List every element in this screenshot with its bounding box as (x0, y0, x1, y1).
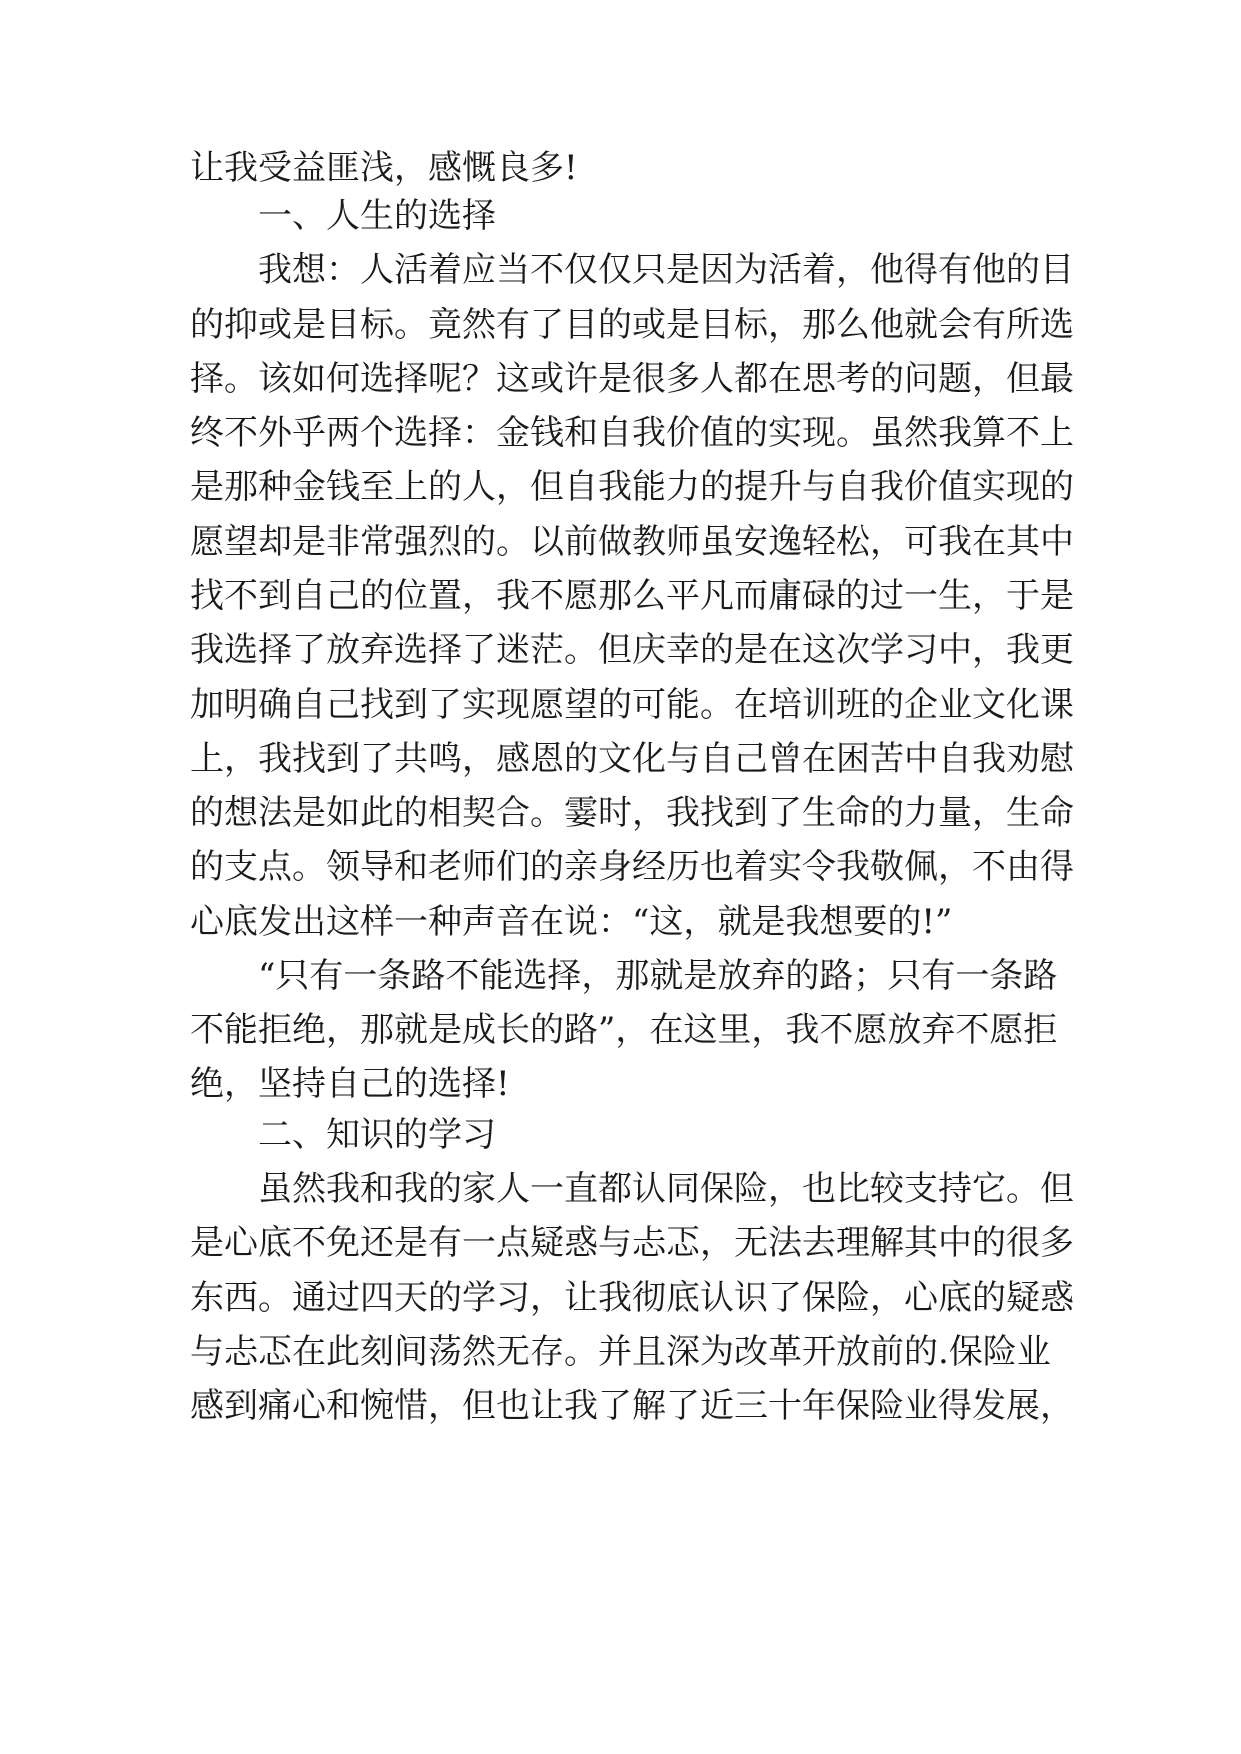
paragraph-line: 虽然我和我的家人一直都认同保险，也比较支持它。但 (258, 1169, 1074, 1209)
paragraph-line: 的支点。领导和老师们的亲身经历也着实令我敬佩，不由得 (190, 847, 1074, 887)
paragraph-line: 绝，坚持自己的选择! (190, 1064, 510, 1104)
paragraph-line: “只有一条路不能选择，那就是放弃的路；只有一条路 (258, 956, 1058, 996)
paragraph-line: 我想：人活着应当不仅仅只是因为活着，他得有他的目 (258, 250, 1074, 290)
paragraph-line: 我选择了放弃选择了迷茫。但庆幸的是在这次学习中，我更 (190, 630, 1074, 670)
paragraph-line: 让我受益匪浅，感慨良多! (190, 148, 578, 188)
paragraph-line: 的想法是如此的相契合。霎时，我找到了生命的力量，生命 (190, 793, 1074, 833)
paragraph-line: 与忐忑在此刻间荡然无存。并且深为改革开放前的.保险业 (190, 1332, 1051, 1372)
paragraph-line: 心底发出这样一种声音在说：“这，就是我想要的!” (190, 902, 953, 942)
section-heading: 一、人生的选择 (258, 196, 496, 236)
paragraph-line: 择。该如何选择呢？这或许是很多人都在思考的问题，但最 (190, 359, 1074, 399)
section-heading: 二、知识的学习 (258, 1115, 496, 1155)
paragraph-line: 感到痛心和惋惜，但也让我了解了近三十年保险业得发展， (190, 1386, 1074, 1426)
paragraph-line: 是心底不免还是有一点疑惑与忐忑，无法去理解其中的很多 (190, 1223, 1074, 1263)
paragraph-line: 终不外乎两个选择：金钱和自我价值的实现。虽然我算不上 (190, 413, 1074, 453)
paragraph-line: 愿望却是非常强烈的。以前做教师虽安逸轻松，可我在其中 (190, 522, 1074, 562)
paragraph-line: 的抑或是目标。竟然有了目的或是目标，那么他就会有所选 (190, 305, 1074, 345)
paragraph-line: 是那种金钱至上的人，但自我能力的提升与自我价值实现的 (190, 467, 1074, 507)
paragraph-line: 加明确自己找到了实现愿望的可能。在培训班的企业文化课 (190, 685, 1074, 725)
paragraph-line: 东西。通过四天的学习，让我彻底认识了保险，心底的疑惑 (190, 1278, 1074, 1318)
paragraph-line: 上，我找到了共鸣，感恩的文化与自己曾在困苦中自我劝慰 (190, 739, 1074, 779)
paragraph-line: 不能拒绝，那就是成长的路”，在这里，我不愿放弃不愿拒 (190, 1010, 1058, 1050)
paragraph-line: 找不到自己的位置，我不愿那么平凡而庸碌的过一生，于是 (190, 576, 1074, 616)
